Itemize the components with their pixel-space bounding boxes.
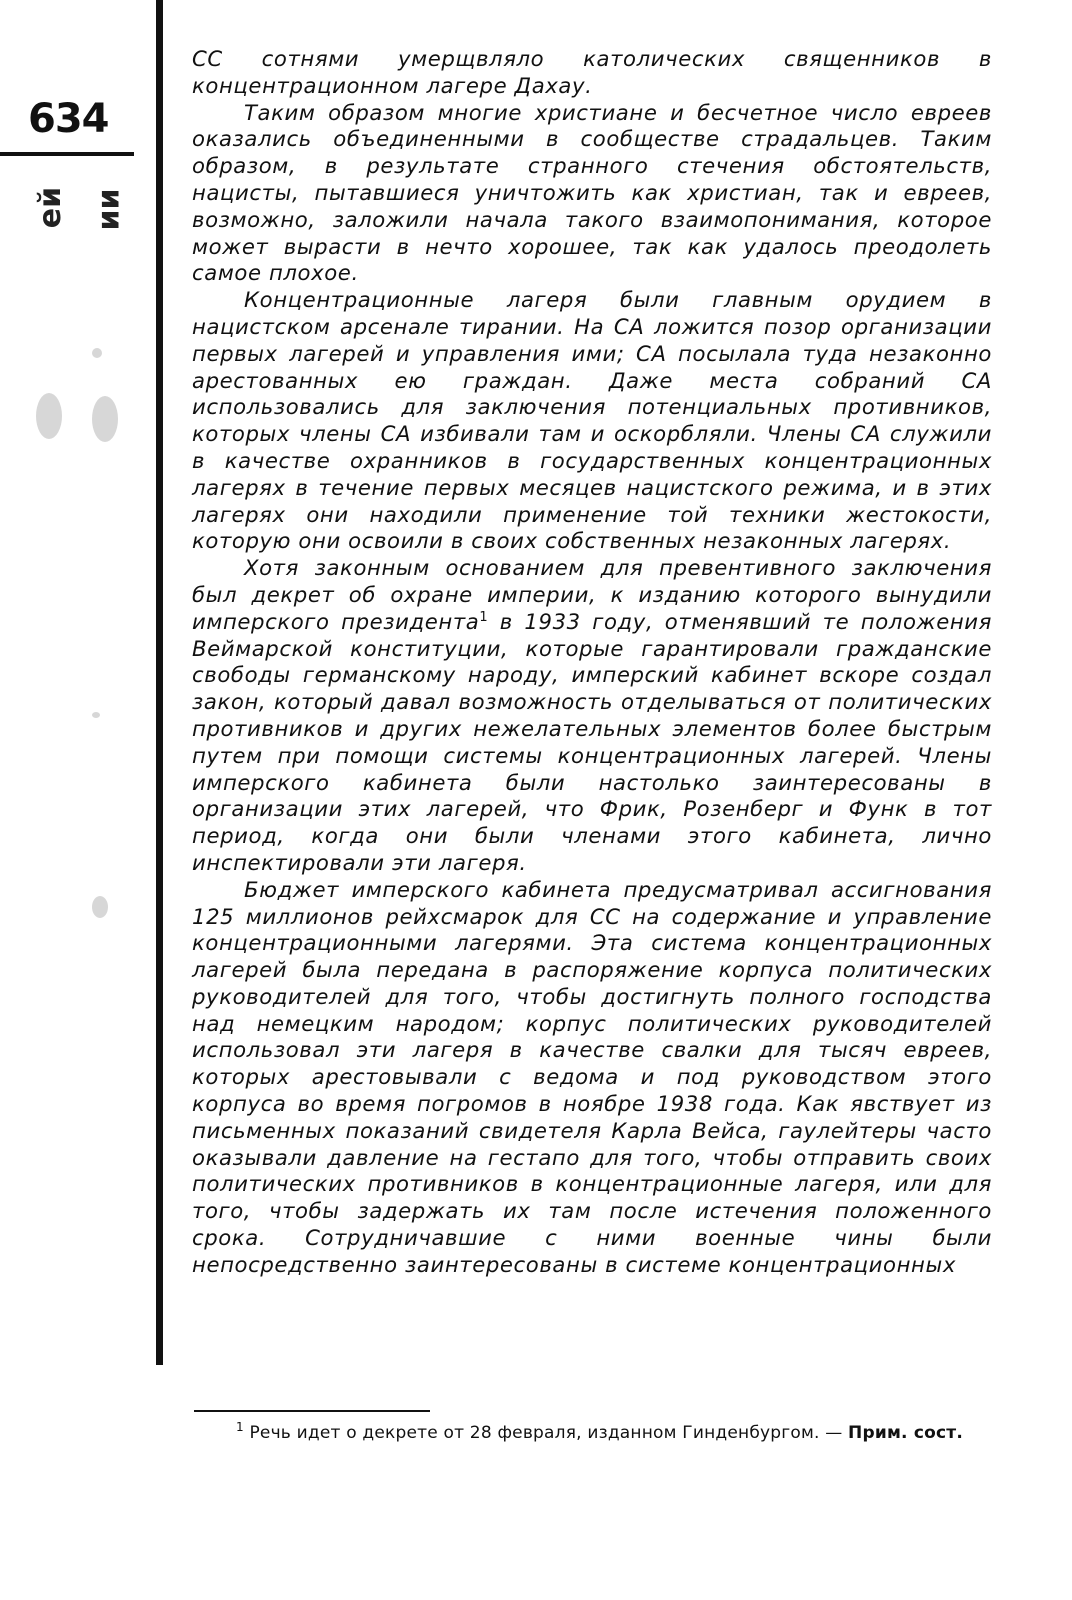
paragraph-text: Хотя законным основанием для превентивного заключения был декрет об охране империи, к изданию которого вынудили имперского президента [192, 555, 992, 634]
footnote-attribution: Прим. сост. [848, 1423, 963, 1443]
scan-smudge [92, 896, 108, 918]
footnote [192, 1420, 1000, 1446]
scan-smudge [36, 393, 62, 439]
paragraph: СС сотнями умерщвляло католических священников в концентрационном лагере Дахау. [192, 46, 992, 98]
paragraph-text: в 1933 году, отменявший те положения Веймарской конституции, которые гарантировали гражданские свободы германскому народу, имперский кабинет вскоре создал закон, который давал возможность отделываться от политических противников и других нежелательных элементов более быстрым путем при помощи системы концентрационных лагерей. Члены имперского кабинета были настолько заинтересованы в организации этих лагерей, что Фрик, Розенберг и Функ в тот период, когда они были членами этого кабинета, лично инспектировали эти лагеря. [192, 608, 993, 875]
footnote-text: Речь идет о декрете от 28 февраля, изданном Гинденбургом. — [249, 1423, 849, 1443]
paragraph: Таким образом многие христиане и бесчетное число евреев оказались объединенными в сообществе страдальцев. Таким образом, в результате странного стечения обстоятельств, нацисты, пытавшиеся уничтожить как христиан, так и евреев, возможно, заложили начала такого взаимопонимания, которое может вырасти в нечто хорошее, так как удалось преодолеть самое плохое. [192, 99, 992, 286]
scan-smudge [92, 396, 118, 442]
footnote-separator [194, 1410, 430, 1412]
thumb-index-tab-right: ии [91, 188, 127, 231]
paragraph [192, 555, 992, 877]
margin-rule [156, 0, 163, 1365]
paragraph: Концентрационные лагеря были главным орудием в нацистском арсенале тирании. На СА ложится позор организации первых лагерей и управления ими; СА посылала туда незаконно арестованных ею граждан. Даже места собраний СА использовались для заключения потенциальных противников, которых члены СА избивали там и оскорбляли. Члены СА служили в качестве охранников в государственных концентрационных лагерях в течение первых месяцев нацистского режима, и в этих лагерях они находили применение той техники жестокости, которую они освоили в своих собственных незаконных лагерях. [192, 287, 992, 554]
page-number: 634 [28, 96, 109, 142]
page-number-rule [0, 152, 134, 156]
footnote-mark: 1 [236, 1420, 244, 1435]
footnote-reference: 1 [479, 609, 489, 625]
scan-smudge [92, 348, 102, 358]
thumb-index-tab-left: ей [33, 186, 69, 229]
paragraph: Бюджет имперского кабинета предусматривал ассигнования 125 миллионов рейхсмарок для СС на содержание и управление концентрационными лагерями. Эта система концентрационных лагерей была передана в распоряжение корпуса политических руководителей для того, чтобы достигнуть полного господства над немецким народом; корпус политических руководителей использовал эти лагеря в качестве свалки для тысяч евреев, которых арестовывали с ведома и под руководством этого корпуса во время погромов в ноябре 1938 года. Как явствует из письменных показаний свидетеля Карла Вейса, гаулейтеры часто оказывали давление на гестапо для того, чтобы отправить своих политических противников в концентрационные лагеря, или для того, чтобы задержать их там после истечения положенного срока. Сотрудничавшие с ними военные чины были непосредственно заинтересованы в системе концентрационных [192, 876, 992, 1277]
scan-smudge [92, 712, 100, 718]
main-text [192, 46, 992, 1279]
thumb-index-tabs [30, 178, 140, 968]
